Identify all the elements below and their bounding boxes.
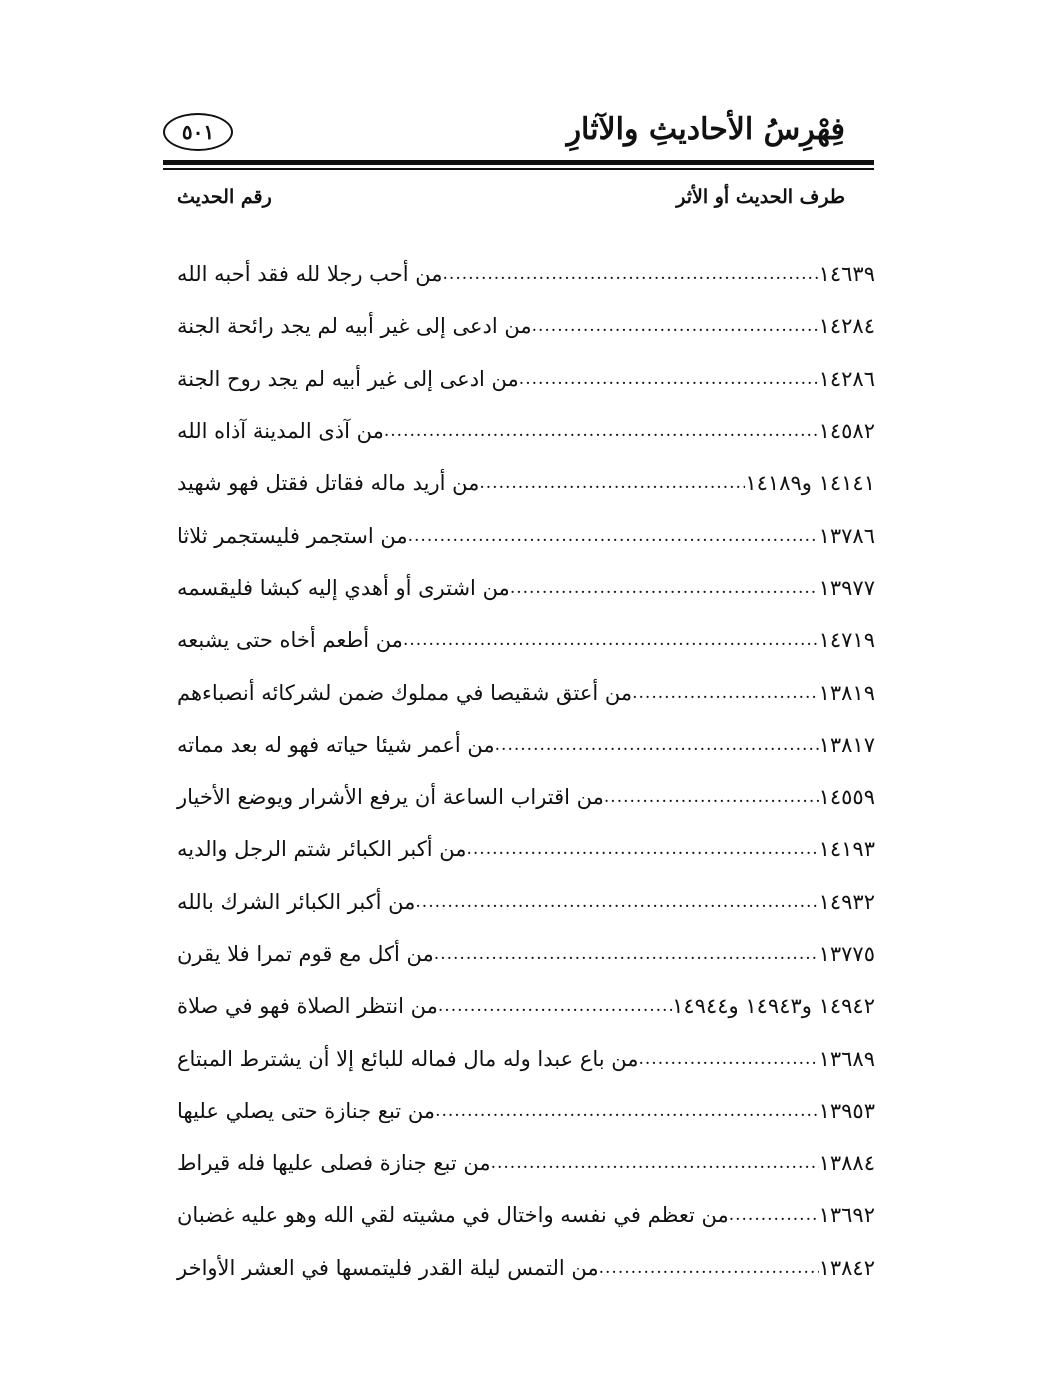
index-entry xyxy=(167,928,875,980)
entry-text: من استجمر فليستجمر ثلاثا xyxy=(177,523,408,548)
page-number: ٥٠١ xyxy=(181,120,215,144)
dot-leader xyxy=(403,630,819,650)
dot-leader xyxy=(435,1101,819,1121)
entry-text: من ادعى إلى غير أبيه لم يجد روح الجنة xyxy=(177,366,519,391)
entry-number: ١٤١٩٣ xyxy=(818,837,875,862)
index-entry xyxy=(167,562,875,614)
dot-leader xyxy=(384,421,819,441)
entry-number: ١٣٨٤٢ xyxy=(818,1255,875,1280)
dot-leader xyxy=(491,1153,819,1173)
dot-leader xyxy=(434,944,819,964)
entry-number: ١٣٨٨٤ xyxy=(818,1151,875,1176)
dot-leader xyxy=(532,316,819,336)
index-entry xyxy=(167,1242,875,1294)
index-entry xyxy=(167,248,875,300)
index-entry xyxy=(167,1085,875,1137)
index-entry xyxy=(167,300,875,352)
dot-leader xyxy=(519,369,819,389)
column-heading-hadith-number: رقم الحديث xyxy=(177,186,272,208)
header-rule-thin xyxy=(163,168,874,170)
entry-number: ١٤٥٨٢ xyxy=(818,419,875,444)
dot-leader xyxy=(729,1205,819,1225)
entry-text: من انتظر الصلاة فهو في صلاة xyxy=(177,994,438,1019)
entry-number: ١٤٢٨٦ xyxy=(818,366,875,391)
index-entry xyxy=(167,353,875,405)
entry-text: من تبع جنازة حتى يصلي عليها xyxy=(177,1098,436,1123)
dot-leader xyxy=(639,1049,819,1069)
entry-number: ١٣٧٨٦ xyxy=(818,523,875,548)
entry-text: من تبع جنازة فصلى عليها فله قيراط xyxy=(177,1151,491,1176)
index-entry xyxy=(167,771,875,823)
entry-number: ١٣٦٩٢ xyxy=(818,1203,875,1228)
dot-leader xyxy=(415,892,818,912)
entry-text: من اقتراب الساعة أن يرفع الأشرار ويوضع الأخيار xyxy=(177,785,604,810)
entry-text: من باع عبدا وله مال فماله للبائع إلا أن يشترط المبتاع xyxy=(177,1046,639,1071)
index-entry xyxy=(167,719,875,771)
column-heading-hadith-start: طرف الحديث أو الأثر xyxy=(676,186,845,208)
index-entry xyxy=(167,614,875,666)
dot-leader xyxy=(510,578,819,598)
entry-text: من التمس ليلة القدر فليتمسها في العشر الأواخر xyxy=(177,1255,599,1280)
dot-leader xyxy=(604,787,819,807)
entry-number: ١٤٥٥٩ xyxy=(818,785,875,810)
entry-number: ١٣٩٧٧ xyxy=(818,575,875,600)
entry-text: من أكل مع قوم تمرا فلا يقرن xyxy=(177,942,434,966)
dot-leader xyxy=(443,264,819,284)
dot-leader xyxy=(479,473,745,493)
entry-text: من أعتق شقيصا في مملوك ضمن لشركائه أنصباءهم xyxy=(177,680,633,705)
entry-number: ١٤٩٤٢ و١٤٩٤٣ و١٤٩٤٤ xyxy=(672,994,875,1019)
dot-leader xyxy=(438,996,672,1016)
entry-text: من أكبر الكبائر الشرك بالله xyxy=(177,889,416,914)
dot-leader xyxy=(408,526,819,546)
page-number-badge xyxy=(163,113,233,151)
entry-text: من أكبر الكبائر شتم الرجل والديه xyxy=(177,837,467,862)
entry-number: ١٤٦٣٩ xyxy=(818,262,875,287)
index-entry xyxy=(167,457,875,509)
index-entry xyxy=(167,509,875,561)
entry-number: ١٤٩٣٢ xyxy=(818,889,875,914)
header-rule-thick xyxy=(163,160,874,165)
entry-text: من أطعم أخاه حتى يشبعه xyxy=(177,628,403,653)
index-entry xyxy=(167,980,875,1032)
index-entry xyxy=(167,876,875,928)
index-entries xyxy=(167,248,875,1294)
entry-number: ١٤١٤١ و١٤١٨٩ xyxy=(745,471,875,496)
index-entry xyxy=(167,1032,875,1084)
index-entry xyxy=(167,405,875,457)
entry-text: من أعمر شيئا حياته فهو له بعد مماته xyxy=(177,732,495,757)
dot-leader xyxy=(632,683,818,703)
dot-leader xyxy=(495,735,819,755)
index-entry xyxy=(167,1189,875,1241)
entry-text: من أحب رجلا لله فقد أحبه الله xyxy=(177,262,443,287)
entry-number: ١٣٨١٧ xyxy=(818,732,875,757)
entry-number: ١٤٧١٩ xyxy=(818,628,875,653)
entry-number: ١٣٨١٩ xyxy=(818,680,875,705)
index-entry xyxy=(167,1137,875,1189)
entry-text: من اشترى أو أهدي إليه كبشا فليقسمه xyxy=(177,575,510,600)
entry-number: ١٣٦٨٩ xyxy=(818,1046,875,1071)
entry-number: ١٤٢٨٤ xyxy=(818,314,875,339)
running-title: فِهْرِسُ الأحاديثِ والآثارِ xyxy=(566,112,845,147)
entry-text: من أريد ماله فقاتل فقتل فهو شهيد xyxy=(177,471,480,496)
entry-number: ١٣٩٥٣ xyxy=(818,1098,875,1123)
index-entry xyxy=(167,666,875,718)
dot-leader xyxy=(466,839,818,859)
entry-number: ١٣٧٧٥ xyxy=(818,942,875,966)
dot-leader xyxy=(599,1258,819,1278)
entry-text: من تعظم في نفسه واختال في مشيته لقي الله وهو عليه غضبان xyxy=(177,1203,729,1228)
index-entry xyxy=(167,823,875,875)
entry-text: من ادعى إلى غير أبيه لم يجد رائحة الجنة xyxy=(177,314,532,339)
entry-text: من آذى المدينة آذاه الله xyxy=(177,419,384,444)
